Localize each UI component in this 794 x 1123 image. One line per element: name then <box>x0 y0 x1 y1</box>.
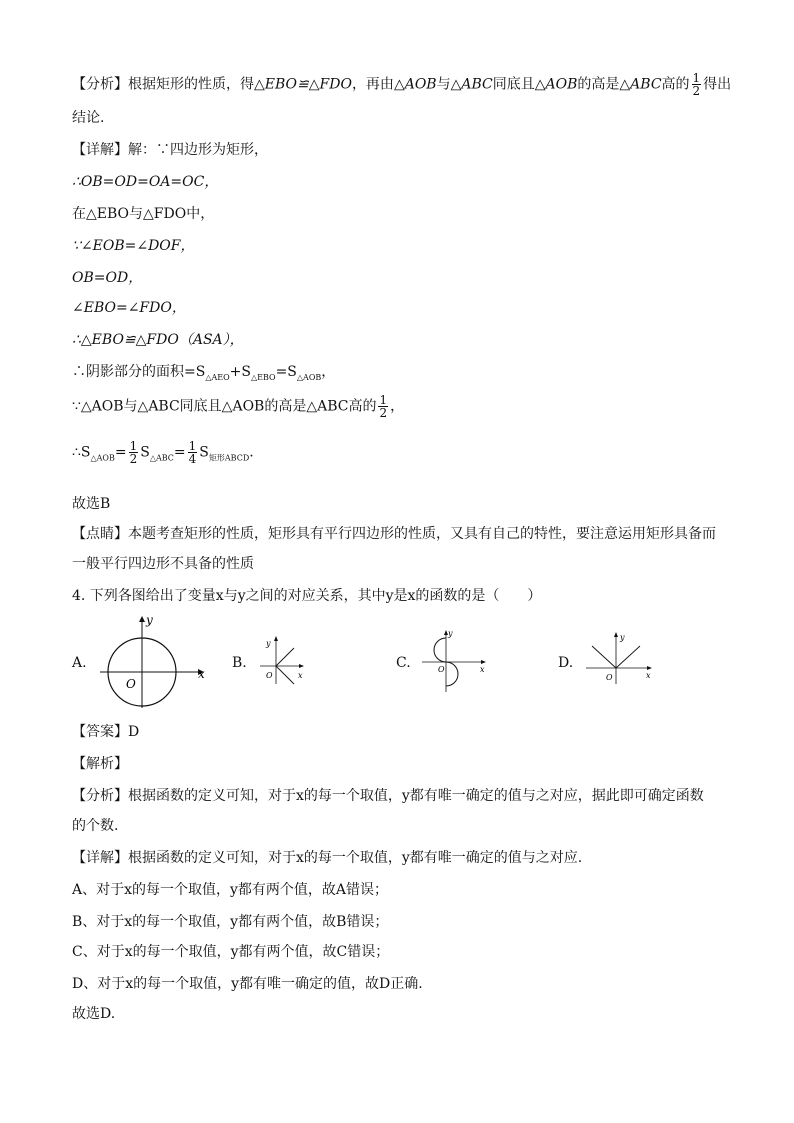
math: △AOB <box>534 76 578 93</box>
denominator: 4 <box>188 452 197 466</box>
answer-line <box>72 722 139 742</box>
text: 本题考查矩形的性质，矩形具有平行四边形的性质，又具有自己的特性，要注意运用矩形具备而 <box>128 526 716 542</box>
text: S <box>199 444 209 461</box>
denominator: 2 <box>379 406 388 420</box>
text: 根据函数的定义可知，对于x的每一个取值，y都有唯一确定的值与之对应. <box>128 850 583 866</box>
denominator: 2 <box>692 84 701 98</box>
origin-label: O <box>438 665 445 674</box>
origin-label: O <box>126 677 136 691</box>
text: 的高是 <box>577 76 620 93</box>
text: ∴阴影部分的面积=S <box>72 364 206 380</box>
detail-line-9 <box>72 440 254 468</box>
detail-line-0 <box>72 140 268 160</box>
detail-line-8 <box>72 394 404 419</box>
q4-analysis-line-2: 的个数. <box>72 818 119 834</box>
q4-reason-a: A、对于x的每一个取值，y都有两个值，故A错误； <box>72 882 389 898</box>
y-arrow <box>614 632 618 637</box>
upper-semicircle <box>434 638 446 662</box>
question-4-stem: 4. 下列各图给出了变量x与y之间的对应关系，其中y是x的函数的是（ ） <box>72 588 542 604</box>
comment-tag: 【点睛】 <box>72 526 128 542</box>
q4-reason-d: D、对于x的每一个取值，y都有唯一确定的值，故D正确. <box>72 976 423 992</box>
y-label: y <box>620 633 625 642</box>
origin-label: O <box>266 671 273 680</box>
comment-line-1 <box>72 524 716 544</box>
x-arrow <box>481 660 486 664</box>
text: =S <box>275 364 297 380</box>
text: 同底且 <box>492 76 535 93</box>
text: +S <box>229 364 251 380</box>
text: = <box>114 444 127 461</box>
text: ， <box>390 398 405 415</box>
math: △ABC <box>450 76 493 93</box>
graph-c <box>418 626 494 696</box>
option-a-label: A. <box>72 655 87 671</box>
text: 根据矩形的性质，得 <box>128 76 254 93</box>
detail-line-1: ∴OB=OD=OA=OC， <box>72 174 219 190</box>
math: △EBO≌△FDO <box>254 76 352 93</box>
subscript: △AEO <box>205 372 230 382</box>
ray-down <box>276 666 294 684</box>
q4-choose: 故选D. <box>72 1006 116 1022</box>
subscript: △EBO <box>250 372 276 382</box>
jiexi-tag: 【解析】 <box>72 756 128 772</box>
text: 根据函数的定义可知，对于x的每一个取值，y都有唯一确定的值与之对应，据此即可确定函数 <box>128 788 704 804</box>
numerator: 1 <box>379 393 388 407</box>
fraction <box>692 72 702 97</box>
x-label: x <box>480 665 485 674</box>
answer-tag: 【答案】 <box>72 724 128 740</box>
text: 得出 <box>703 76 732 93</box>
subscript: △AOB <box>90 453 115 463</box>
denominator: 2 <box>129 452 138 466</box>
q4-detail-line-1 <box>72 848 582 868</box>
right-ray <box>616 646 640 668</box>
x-arrow <box>299 664 304 668</box>
graph-d <box>580 628 660 692</box>
origin-label: O <box>606 673 613 682</box>
x-label: x <box>646 671 651 680</box>
ray-up <box>276 648 294 666</box>
q4-reason-b: B、对于x的每一个取值，y都有两个值，故B错误； <box>72 914 389 930</box>
analysis-tag: 【分析】 <box>72 788 128 804</box>
fraction <box>378 394 388 419</box>
detail-line-4: OB=OD， <box>72 270 143 286</box>
text: 解：∵四边形为矩形， <box>128 142 268 158</box>
text: ∵△AOB与△ABC同底且△AOB的高是△ABC高的 <box>72 398 377 415</box>
y-label: y <box>448 629 453 638</box>
detail-line-2: 在△EBO与△FDO中， <box>72 206 215 222</box>
option-b-label: B. <box>232 655 247 671</box>
y-arrow <box>139 616 145 622</box>
subscript: △AOB <box>296 372 322 382</box>
text: ，再由 <box>351 76 394 93</box>
numerator: 1 <box>129 439 138 453</box>
subscript: △ABC <box>149 453 174 463</box>
comment-line-2: 一般平行四边形不具备的性质 <box>72 556 254 572</box>
text: ∴S <box>72 444 91 461</box>
detail-tag: 【详解】 <box>72 850 128 866</box>
math: △AOB <box>393 76 437 93</box>
text: S <box>140 444 150 461</box>
x-label: x <box>198 667 205 681</box>
y-label: y <box>146 613 153 627</box>
detail-choose: 故选B <box>72 496 111 512</box>
fraction <box>129 440 139 465</box>
option-c-label: C. <box>396 655 411 671</box>
y-arrow <box>274 636 278 641</box>
lower-semicircle <box>446 662 458 686</box>
text: = <box>173 444 186 461</box>
math: △ABC <box>619 76 662 93</box>
detail-line-7 <box>72 362 335 388</box>
detail-tag: 【详解】 <box>72 142 128 158</box>
detail-line-6: ∴△EBO≌△FDO（ASA）， <box>72 332 244 348</box>
analysis-line-1 <box>72 72 731 97</box>
y-label: y <box>266 639 271 648</box>
analysis-line-2: 结论. <box>72 110 105 126</box>
left-ray <box>592 646 616 668</box>
x-arrow <box>647 666 652 670</box>
graph-b <box>254 632 314 692</box>
x-label: x <box>298 671 303 680</box>
text: . <box>249 444 254 461</box>
fraction <box>188 440 198 465</box>
subscript: 矩形ABCD <box>208 453 250 463</box>
option-d-label: D. <box>558 655 574 671</box>
detail-line-3: ∵∠EOB=∠DOF， <box>72 238 195 254</box>
text: ， <box>321 364 336 380</box>
analysis-tag: 【分析】 <box>72 76 128 93</box>
detail-line-5: ∠EBO=∠FDO， <box>72 300 186 316</box>
text: 高的 <box>661 76 690 93</box>
text: 与 <box>436 76 451 93</box>
graph-a <box>94 612 214 712</box>
q4-reason-c: C、对于x的每一个取值，y都有两个值，故C错误； <box>72 944 390 960</box>
numerator: 1 <box>692 71 701 85</box>
numerator: 1 <box>188 439 197 453</box>
answer-value: D <box>128 724 140 740</box>
q4-analysis-line-1 <box>72 786 704 806</box>
